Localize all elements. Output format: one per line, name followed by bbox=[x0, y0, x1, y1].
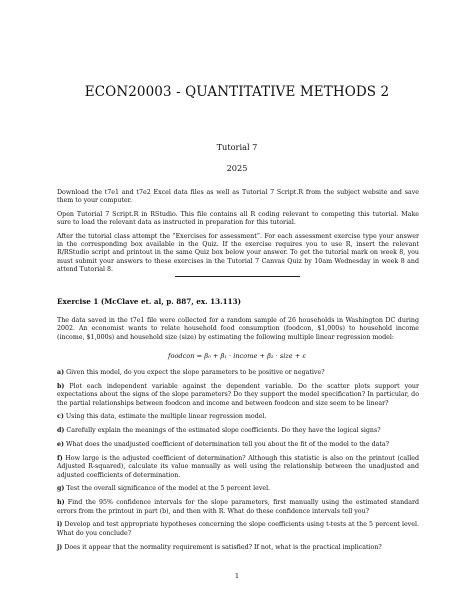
question-text: What does the unadjusted coefficient of determination tell you about the fit of the model to the data? bbox=[66, 441, 390, 448]
intro-paragraph: Open Tutorial 7 Script.R in RStudio. This file contains all R coding relevant to competing this tutorial. Make sure to load the relevant data as instructed in preparation for this tutorial. bbox=[57, 210, 419, 227]
question-label: e) bbox=[57, 441, 64, 448]
question-item bbox=[57, 413, 419, 421]
question-text: Does it appear that the normality requirement is satisfied? If not, what is the practical implication? bbox=[64, 543, 382, 551]
question-text: Develop and test appropriate hypotheses concerning the slope coefficients using t-tests at the 5 percent level. What do you conclude? bbox=[57, 521, 419, 537]
question-item bbox=[57, 485, 419, 493]
question-label: h) bbox=[57, 499, 65, 507]
question-label: g) bbox=[57, 485, 65, 493]
section-divider bbox=[175, 276, 300, 277]
question-text: Test the overall significance of the model at the 5 percent level. bbox=[66, 485, 271, 493]
intro-paragraph: Download the t7e1 and t7e2 Excel data files as well as Tutorial 7 Script.R from the subject website and save them to your computer. bbox=[57, 189, 419, 205]
page-number: 1 bbox=[234, 573, 239, 580]
question-item bbox=[57, 521, 419, 538]
question-item bbox=[57, 499, 419, 516]
question-text: Given this model, do you expect the slope parameters to be positive or negative? bbox=[66, 369, 325, 376]
question-text: Using this data, estimate the multiple linear regression model. bbox=[65, 413, 267, 421]
question-text: Carefully explain the meanings of the estimated slope coefficients. Do they have the logical signs? bbox=[66, 427, 381, 435]
document-title: ECON20003 - QUANTITATIVE METHODS 2 bbox=[84, 84, 390, 100]
question-text: Find the 95% confidence intervals for the slope parameters, first manually using the estimated standard errors from the printout in part (b), and then with R. What do these confidence intervals tell you? bbox=[57, 499, 419, 515]
question-label: i) bbox=[57, 521, 63, 529]
exercise-heading: Exercise 1 (McClave et. al, p. 887, ex. 13.113) bbox=[57, 297, 242, 306]
question-item bbox=[57, 441, 419, 449]
regression-equation: foodcon = β₀ + β₁ · income + β₂ · size + ε bbox=[168, 352, 306, 360]
question-item bbox=[57, 427, 419, 435]
intro-paragraph: After the tutorial class attempt the “Exercises for assessment”. For each assessment exercise type your answer in the corresponding box available in the Quiz. If the exercise requires you to use R, insert the relevant R/RStudio script and printout in the same Quiz box below your answer. To get the tutorial mark on week 8, you must submit your answers to these exercises in the Tutorial 7 Canvas Quiz by 10am Wednesday in week 8 and attend Tutorial 8. bbox=[57, 232, 419, 274]
question-text: How large is the adjusted coefficient of determination? Although this statistic is also on the printout (called Adjusted R-squared), calculate its value manually as well using the relationship between the unadjusted and adjusted coefficients of determination. bbox=[57, 454, 419, 479]
question-label: a) bbox=[57, 369, 65, 376]
question-item bbox=[57, 369, 419, 377]
question-label: d) bbox=[57, 427, 65, 435]
intro-section bbox=[57, 189, 419, 280]
question-item bbox=[57, 383, 419, 408]
year-label: 2025 bbox=[226, 163, 248, 173]
question-item bbox=[57, 544, 419, 552]
question-item bbox=[57, 455, 419, 480]
question-list bbox=[57, 369, 419, 557]
question-label: j) bbox=[57, 543, 63, 551]
question-text: Plot each independent variable against the dependent variable. Do the scatter plots support your expectations about the signs of the slope parameters? Do they support the model specification? In particular, do the partial relationships between foodcon and income and between foodcon and size seem to be linear? bbox=[57, 382, 419, 407]
tutorial-label: Tutorial 7 bbox=[216, 142, 258, 152]
exercise-intro: The data saved in the t7e1 file were collected for a random sample of 26 households in Washington DC during 2002. An economist wants to relate household food consumption (foodcon, $1,000s) to household income (income, $1,000s) and household size (size) by estimating the following multiple linear regression model: bbox=[57, 317, 419, 341]
question-label: c) bbox=[57, 413, 64, 421]
question-label: f) bbox=[57, 454, 63, 462]
question-label: b) bbox=[57, 382, 65, 390]
